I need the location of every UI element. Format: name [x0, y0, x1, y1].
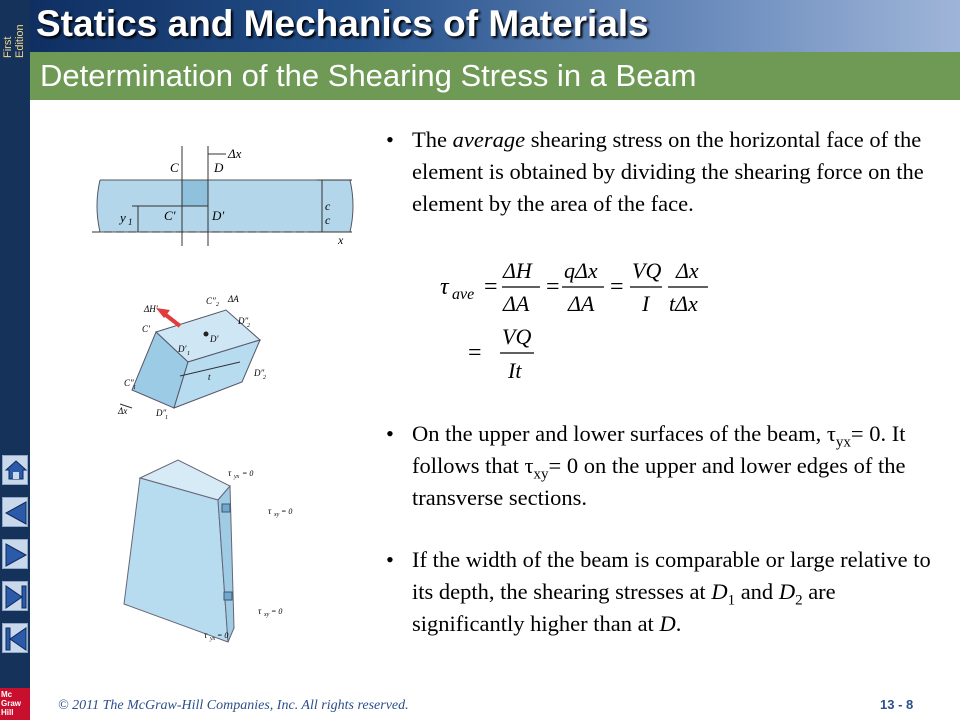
- beam-side-face: [124, 478, 228, 642]
- next-slide-button[interactable]: [2, 539, 28, 569]
- b3-end: .: [675, 611, 682, 636]
- fig2-label-d1: D″: [156, 408, 167, 418]
- fig2-label-c1-sub: 1: [133, 385, 136, 391]
- copyright-notice: © 2011 The McGraw-Hill Companies, Inc. All rights reserved.: [58, 698, 409, 713]
- fig1-label-y-sub: 1: [128, 217, 133, 227]
- bullet-wide-beam: [384, 544, 952, 640]
- bullet-surfaces: [384, 418, 952, 514]
- element-dx: [182, 180, 208, 206]
- logo-line-1: Mc: [1, 690, 13, 699]
- eq-f3-num: VQ: [632, 258, 662, 283]
- fig3-tau3: τ: [258, 606, 262, 616]
- fig1-label-c: C: [170, 160, 179, 175]
- eq-f2-num: qΔx: [564, 258, 598, 283]
- fig2-label-t: t: [208, 372, 211, 382]
- b3-d: D: [659, 611, 676, 636]
- fig2-label-d1prime-sub: 1: [187, 351, 190, 357]
- fig3-tau2-val: = 0: [281, 507, 293, 516]
- page-number: 13 - 8: [880, 697, 914, 712]
- logo-line-2: Graw: [1, 699, 22, 708]
- simplified-equation: [466, 324, 566, 384]
- fig3-tau4-val: = 0: [217, 631, 229, 640]
- fig1-label-cprime: C′: [164, 208, 176, 223]
- fig1-label-dx: Δx: [228, 146, 242, 161]
- eq-f3-den: I: [642, 291, 650, 316]
- fig2-label-d2a: D″: [238, 316, 249, 326]
- b2-pre: On the upper and lower surfaces of the beam,: [412, 421, 827, 446]
- fig2-label-d1-sub: 1: [165, 415, 168, 421]
- eq-equals-1: =: [484, 274, 498, 300]
- b3-mid2: are significantly higher than at: [412, 579, 836, 636]
- edition-line1: First: [2, 36, 14, 58]
- fig2-label-dx: Δx: [118, 406, 128, 416]
- first-slide-icon: [4, 626, 28, 652]
- b2-sub2: xy: [533, 466, 549, 483]
- fig1-label-c-half1: c: [325, 199, 331, 213]
- b3-mid: and: [735, 579, 779, 604]
- eq2-equals: =: [468, 340, 482, 366]
- eq-equals-3: =: [610, 274, 624, 300]
- page-title: Statics and Mechanics of Materials: [36, 3, 649, 44]
- slide-subtitle: Determination of the Shearing Stress in a Beam: [40, 58, 697, 93]
- fig2-label-d2b-sub: 2: [263, 375, 266, 381]
- eq-f1-num: ΔH: [503, 258, 532, 283]
- b2-post: = 0 on the upper and lower edges of the transverse sections.: [412, 453, 906, 510]
- fig2-label-cprime: C′: [142, 324, 150, 334]
- b2-tau2: τ: [524, 453, 534, 478]
- fig2-label-c1: C″: [124, 378, 134, 388]
- fig3-tau2-sub: xy: [274, 512, 280, 518]
- b2-tau1: τ: [826, 421, 836, 446]
- fig3-tau3-val: = 0: [271, 607, 283, 616]
- bullet-dot: •: [386, 127, 394, 152]
- fig2-label-d1prime: D′: [178, 344, 187, 354]
- fig1-label-y: y: [120, 210, 126, 225]
- b3-sub2: 2: [795, 592, 803, 609]
- element-block-figure: [110, 290, 280, 425]
- b2-sub1: yx: [835, 434, 851, 451]
- edition-label: [0, 0, 30, 62]
- next-slide-icon: [4, 542, 28, 568]
- home-icon: [4, 458, 28, 482]
- eq-f1-den: ΔA: [503, 291, 530, 316]
- b2-mid: = 0. It follows that: [412, 421, 906, 478]
- b1-em: average: [452, 127, 526, 152]
- fig3-tau4: τ: [204, 630, 208, 640]
- fig1-label-d: D: [214, 160, 224, 175]
- eq-f5-num: VQ: [502, 324, 532, 349]
- fig2-label-da: ΔA: [228, 294, 239, 304]
- bullet-dot: •: [386, 421, 394, 446]
- fig1-label-dprime: D′: [212, 208, 225, 223]
- fig1-label-c-half2: c: [325, 213, 331, 227]
- fig2-label-dprime: D′: [210, 334, 219, 344]
- edition-line2: Edition: [14, 24, 26, 58]
- fig3-tau2: τ: [268, 506, 272, 516]
- beam-element-figure: [92, 136, 362, 246]
- fig2-label-d2b: D″: [254, 368, 265, 378]
- last-slide-icon: [4, 584, 28, 610]
- mcgraw-hill-logo: [0, 688, 30, 720]
- last-slide-button[interactable]: [2, 581, 28, 611]
- previous-slide-icon: [4, 500, 28, 526]
- wide-beam-figure: [118, 452, 318, 652]
- bullet-dot: •: [386, 547, 394, 572]
- fig1-label-x: x: [338, 233, 344, 246]
- bullet-average-shear: [384, 124, 952, 220]
- eq-tau-sub: ave: [452, 286, 475, 303]
- average-shear-equation: [440, 256, 740, 318]
- fig3-tau4-sub: yx: [210, 636, 216, 642]
- home-button[interactable]: [2, 455, 28, 485]
- fig2-label-c2: C″: [206, 296, 216, 306]
- previous-slide-button[interactable]: [2, 497, 28, 527]
- b1-post: shearing stress on the horizontal face of the element is obtained by dividing the shearing force on the element by the area of the face.: [412, 127, 924, 216]
- fig3-tau1: τ: [228, 468, 232, 478]
- b3-d2: D: [778, 579, 796, 604]
- title-bar: [30, 0, 960, 52]
- b3-pre: If the width of the beam is comparable or large relative to its depth, the shearing stresses at: [412, 547, 931, 604]
- b1-pre: The: [412, 127, 453, 152]
- b3-sub1: 1: [727, 592, 736, 609]
- fig3-tau1-val: = 0: [242, 469, 254, 478]
- eq-tau: τ: [440, 274, 449, 300]
- first-slide-button[interactable]: [2, 623, 28, 653]
- fig2-label-d2a-sub: 2: [247, 323, 250, 329]
- b3-d1: D: [711, 579, 728, 604]
- eq-f4-num: Δx: [676, 258, 699, 283]
- logo-line-3: Hill: [1, 708, 14, 717]
- eq-f5-den: It: [508, 358, 522, 383]
- eq-f4-den: tΔx: [669, 291, 698, 316]
- fig3-tau1-sub: yx: [234, 474, 240, 480]
- edition-text: [2, 24, 26, 58]
- eq-f2-den: ΔA: [568, 291, 595, 316]
- fig2-label-dh: ΔH′: [144, 304, 158, 314]
- sidebar-strip: [0, 0, 30, 720]
- eq-equals-2: =: [546, 274, 560, 300]
- fig2-label-c2-sub: 2: [216, 302, 219, 308]
- fig3-tau3-sub: xy: [264, 612, 270, 618]
- subtitle-bar: [30, 52, 960, 100]
